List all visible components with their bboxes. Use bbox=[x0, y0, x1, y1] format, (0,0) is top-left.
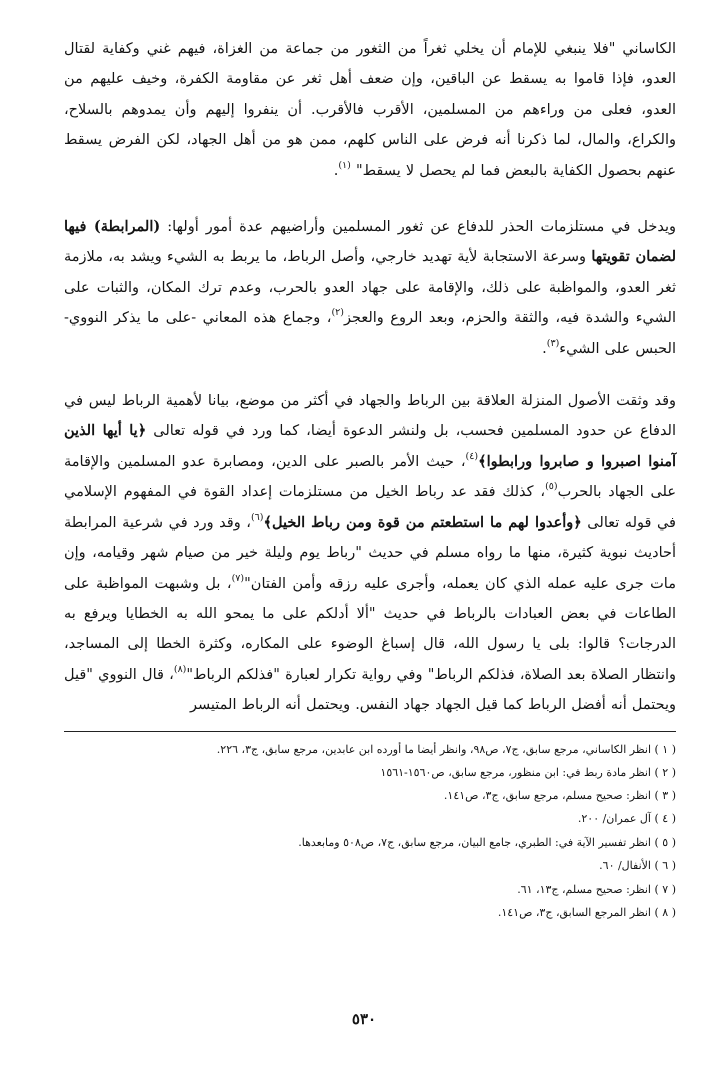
footnote-ref[interactable]: (٧) bbox=[231, 572, 245, 584]
text-run: . bbox=[333, 162, 339, 179]
footnote: ( ٨ ) انظر المرجع السابق، ج٣، ص١٤١. bbox=[497, 905, 676, 919]
footnote-ref[interactable]: (٨) bbox=[173, 663, 187, 675]
footnote: ( ٣ ) انظر: صحيح مسلم، مرجع سابق، ج٣، ص١٤١. bbox=[443, 788, 676, 802]
footnote-ref[interactable]: (١) bbox=[338, 159, 351, 171]
footnote-ref[interactable]: (٤) bbox=[465, 450, 479, 462]
bold-text: ﴿يا أيها الذين آمنوا اصبروا و صابروا ورابطوا﴾ bbox=[64, 422, 676, 470]
footnote-divider bbox=[64, 731, 676, 732]
page-number: ٥٣٠ bbox=[351, 1010, 377, 1028]
paragraph bbox=[64, 34, 676, 186]
footnote-ref[interactable]: (٢) bbox=[331, 307, 344, 319]
text-run: ويدخل في مستلزمات الحذر للدفاع عن ثغور المسلمين وأراضيهم عدة أمور أولها: bbox=[160, 219, 676, 236]
footnote: ( ٧ ) انظر: صحيح مسلم، ج١٣، ٦١. bbox=[517, 882, 676, 896]
paragraph bbox=[64, 212, 676, 364]
text-run: ، وقد ورد في شرعية المرابطة أحاديث نبوية كثيرة، منها ما رواه مسلم في حديث "رباط يوم وليلة خير من صيام شهر وقيامه، وإن مات جرى عليه عمله الذي كان يعمله، وأجرى عليه رزقه وأمن الفتان" bbox=[64, 514, 676, 592]
text-run: الكاساني "فلا ينبغي للإمام أن يخلي ثغراً من الثغور من جماعة من الغزاة، فيهم غني وكفاية لقتال العدو، فإذا قاموا به يسقط عن الباقين، وإن ضعف أهل ثغر عن مقاومة الكفرة، وخيف عليهم من العدو، فعلى من وراءهم من المسلمين، الأقرب فالأقرب. أن ينفروا إليهم وأن يمدوهم بالسلاح، والكراع، والمال، لما ذكرنا أنه فرض على الناس كلهم، ممن هو من أهل الجهاد، لكن الفرض يسقط عنهم بحصول الكفاية بالبعض فما لم يحصل لا يسقط" bbox=[64, 41, 676, 179]
footnote: ( ١ ) انظر الكاساني، مرجع سابق، ج٧، ص٩٨، وانظر أيضا ما أورده ابن عابدين، مرجع سابق، ج٣، ٢٢٦. bbox=[216, 742, 676, 756]
text-run: ، قال النووي "قيل ويحتمل أنه أفضل الرباط كما قيل الجهاد جهاد النفس. ويحتمل أنه الرباط المتيسر bbox=[64, 666, 676, 714]
text-run: ، بل وشبهت المواظبة على الطاعات في بعض العبادات بالرباط في حديث "ألا أدلكم على ما يمحو الله به الخطايا ويرفع به الدرجات؟ قالوا: بلى يا رسول الله، قال إسباغ الوضوء على المكاره، وكثرة الخطا إلى المساجد، وانتظار الصلاة بعد الصلاة، فذلكم الرباط" وفي رواية تكرار لعبارة "فذلكم الرباط" bbox=[64, 575, 676, 683]
paragraph bbox=[64, 386, 676, 720]
footnote-ref[interactable]: (٥) bbox=[545, 481, 558, 493]
footnote-ref[interactable]: (٦) bbox=[250, 511, 264, 523]
text-run: وقد وثقت الأصول المنزلة العلاقة بين الرباط والجهاد في أكثر من موضع، بيانا لأهمية الرباط ليس في الدفاع عن حدود المسلمين فحسب، بل ولنشر الدعوة أيضا، كما ورد في قوله تعالى bbox=[64, 393, 676, 440]
text-run: وسرعة الاستجابة لأية تهديد خارجي، وأصل الرباط، ما يربط به الشيء ويشد به، ملازمة ثغر العدو، والمواظبة على ذلك، والإقامة على جهاد العدو بالحرب، وعدم ترك المكان، والثبات على الشيء والشدة فيه، والثقة والحزم، وبعد الروع والعجز bbox=[64, 249, 676, 327]
text-run: ، حيث الأمر بالصبر على الدين، ومصابرة عدو المسلمين والإقامة على الجهاد بالحرب bbox=[64, 453, 676, 501]
footnote: ( ٦ ) الأنفال/ ٦٠. bbox=[599, 859, 676, 873]
bold-text: ﴿وأعدوا لهم ما استطعتم من قوة ومن رباط الخيل﴾ bbox=[263, 513, 582, 531]
text-run: . bbox=[542, 340, 547, 357]
footnotes bbox=[64, 738, 676, 925]
text-run: ، وجماع هذه المعاني -على ما يذكر النووي- الحبس على الشيء bbox=[64, 310, 676, 357]
footnote: ( ٥ ) انظر تفسير الآية في: الطبري، جامع البيان، مرجع سابق، ج٧، ص٥٠٨ ومابعدها. bbox=[298, 835, 676, 849]
main-text bbox=[64, 34, 676, 721]
text-run: ، كذلك فقد عد رباط الخيل من مستلزمات إعداد القوة في المفهوم الإسلامي في قوله تعالى bbox=[64, 484, 676, 531]
bold-text: (المرابطة) فيها لضمان تقويتها bbox=[64, 218, 676, 266]
footnote-ref[interactable]: (٣) bbox=[546, 337, 560, 349]
footnote: ( ٤ ) آل عمران/ ٢٠٠. bbox=[577, 812, 676, 826]
footnote: ( ٢ ) انظر مادة ربط في: ابن منظور، مرجع سابق، ص١٥٦٠-١٥٦١ bbox=[380, 765, 676, 779]
